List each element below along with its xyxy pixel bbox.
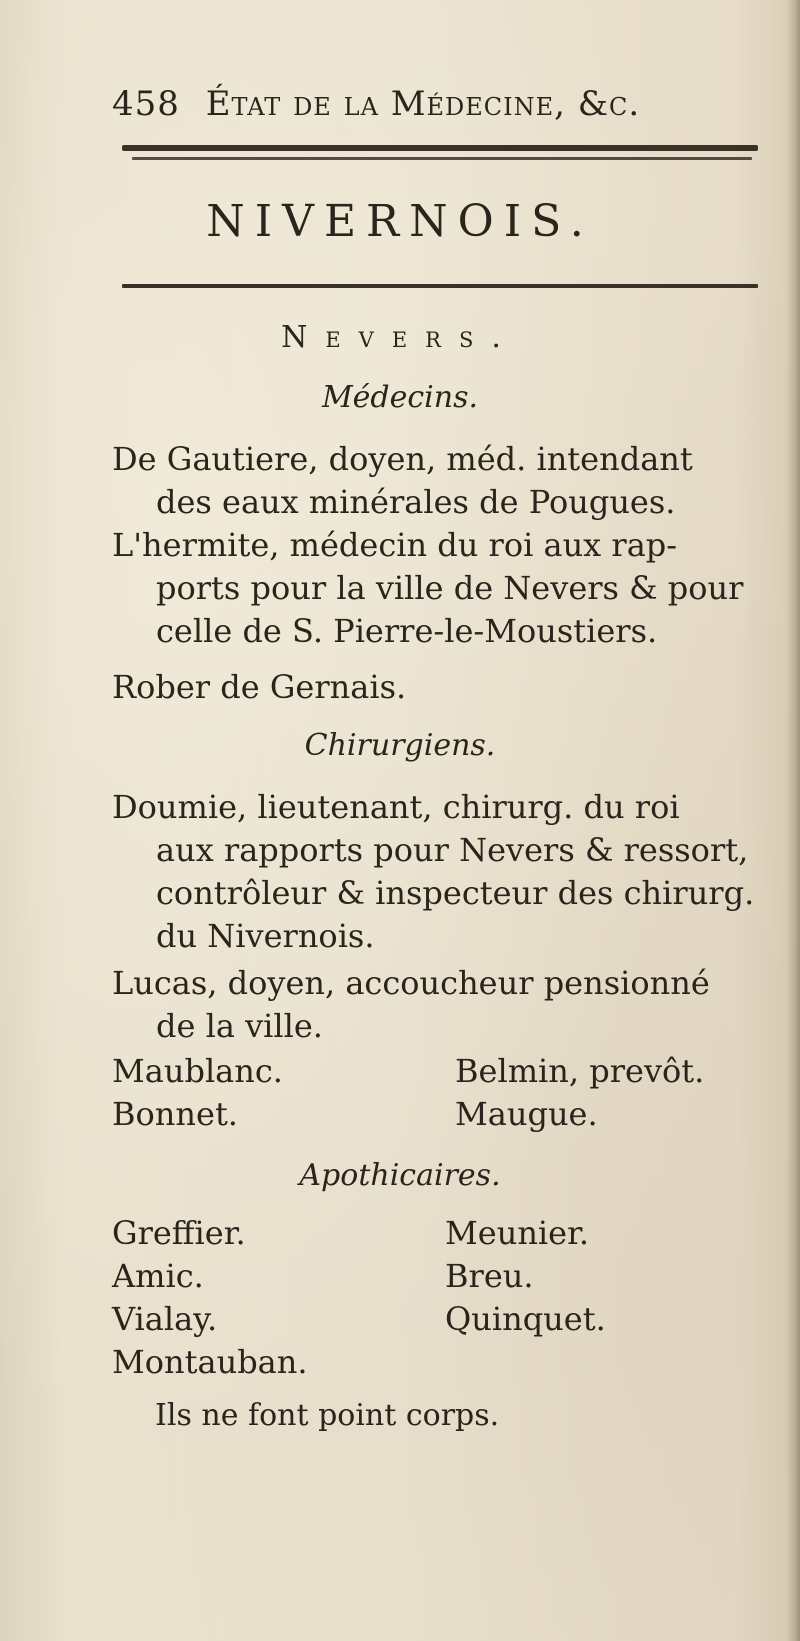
section-heading-medecins: Médecins. <box>321 380 479 415</box>
entry-lhermite <box>112 524 762 653</box>
entry-line: Lucas, doyen, accoucheur pensionné <box>112 964 710 1002</box>
running-header <box>112 84 762 134</box>
entry-line: celle de S. Pierre-le-Moustiers. <box>156 612 658 650</box>
name-item: Belmin, prevôt. <box>455 1052 705 1090</box>
entry-line: aux rapports pour Nevers & ressort, <box>156 831 749 869</box>
name-item: Meunier. <box>445 1214 590 1252</box>
entry-line: du Nivernois. <box>156 917 375 955</box>
apothicaires-left-column <box>112 1212 308 1384</box>
entry-doumie <box>112 786 762 958</box>
name-item: Maublanc. <box>112 1052 283 1090</box>
city-heading: Nevers. <box>281 320 519 355</box>
name-item: Breu. <box>445 1257 534 1295</box>
running-title: État de la Médecine, &c. <box>205 84 641 124</box>
name-item: Amic. <box>112 1257 204 1295</box>
name-item: Maugue. <box>455 1095 598 1133</box>
entry-line: ports pour la ville de Nevers & pour <box>156 569 744 607</box>
entry-line: des eaux minérales de Pougues. <box>156 483 676 521</box>
entry-line: contrôleur & inspecteur des chirurg. <box>156 874 755 912</box>
header-rule-bottom <box>132 157 752 160</box>
entry-lucas <box>112 962 762 1048</box>
entry-line: L'hermite, médecin du roi aux rap- <box>112 526 678 564</box>
name-item: Montauban. <box>112 1343 308 1381</box>
entry-line: De Gautiere, doyen, méd. intendant <box>112 440 693 478</box>
name-item: Bonnet. <box>112 1095 238 1133</box>
entry-line: de la ville. <box>156 1007 323 1045</box>
province-title: NIVERNOIS. <box>206 196 594 247</box>
entry-line: Rober de Gernais. <box>112 668 407 706</box>
entry-rober-de-gernais <box>112 666 762 709</box>
name-item: Vialay. <box>112 1300 218 1338</box>
closing-note: Ils ne font point corps. <box>155 1398 500 1433</box>
name-item: Greffier. <box>112 1214 246 1252</box>
section-heading-chirurgiens: Chirurgiens. <box>304 728 496 763</box>
name-item: Quinquet. <box>445 1300 606 1338</box>
chirurgiens-right-column <box>455 1050 704 1136</box>
chirurgiens-left-column <box>112 1050 283 1136</box>
apothicaires-right-column <box>445 1212 606 1341</box>
entry-line: Doumie, lieutenant, chirurg. du roi <box>112 788 680 826</box>
section-heading-apothicaires: Apothicaires. <box>299 1158 501 1193</box>
entry-de-gautiere <box>112 438 762 524</box>
page-number: 458 <box>112 84 180 124</box>
province-rule <box>122 284 758 288</box>
header-rule-top <box>122 145 758 151</box>
